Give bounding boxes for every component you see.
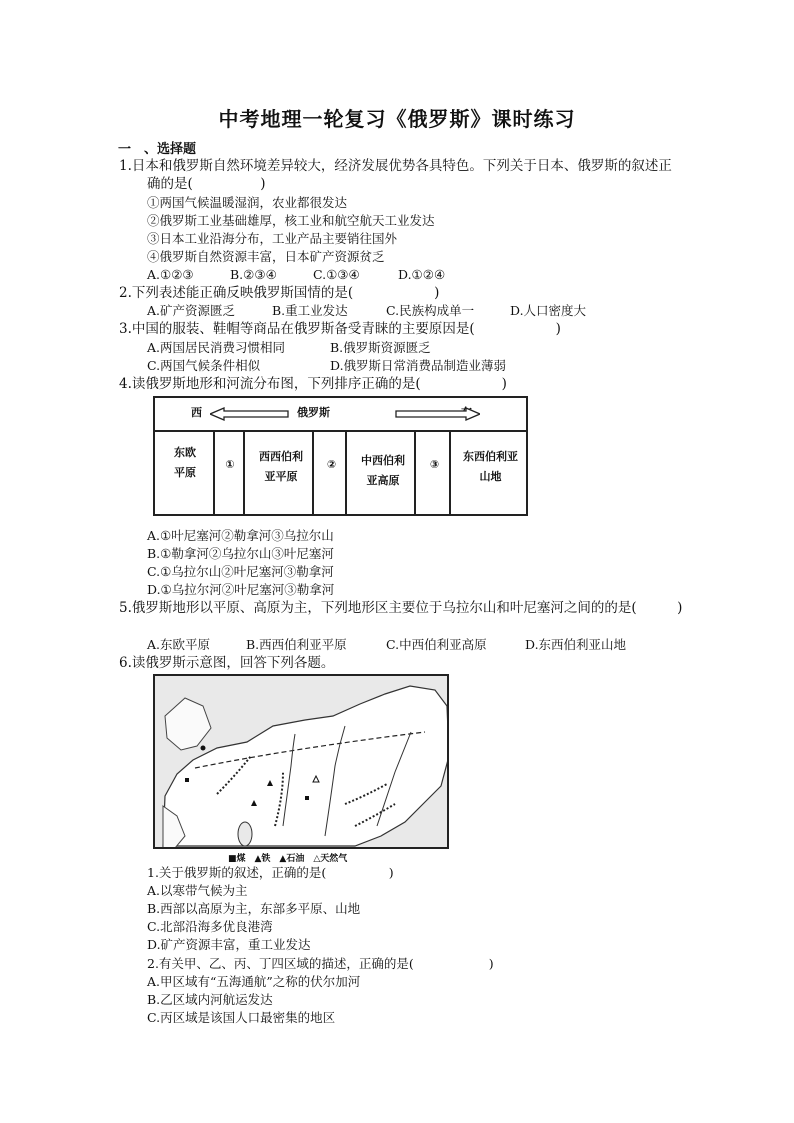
cell-central-siberian-1: 中西伯利 bbox=[361, 454, 405, 467]
q5-stem: 5.俄罗斯地形以平原、高原为主，下列地形区主要位于乌拉尔山和叶尼塞河之间的的是( ) bbox=[119, 600, 683, 616]
q6-sub2-option-b[interactable]: B.乙区域内河航运发达 bbox=[147, 992, 273, 1007]
q6-sub1-option-b[interactable]: B.西部以高原为主，东部多平原、山地 bbox=[147, 901, 361, 916]
q2-option-a[interactable]: A.矿产资源匮乏 bbox=[147, 303, 236, 318]
q3-stem: 3.中国的服装、鞋帽等商品在俄罗斯备受青睐的主要原因是( ) bbox=[119, 321, 561, 337]
q1-option-c[interactable]: C.①③④ bbox=[313, 267, 360, 282]
q3-option-c[interactable]: C.两国气候条件相似 bbox=[147, 358, 261, 373]
q3-option-d[interactable]: D.俄罗斯日常消费品制造业薄弱 bbox=[330, 358, 507, 373]
q6-sub1-option-c[interactable]: C.北部沿海多优良港湾 bbox=[147, 919, 273, 934]
q6-sub2-option-a[interactable]: A.甲区域有“五海通航”之称的伏尔加河 bbox=[147, 974, 361, 989]
q1-item: ④俄罗斯自然资源丰富，日本矿产资源贫乏 bbox=[147, 249, 385, 264]
q5-option-d[interactable]: D.东西伯利亚山地 bbox=[525, 637, 627, 652]
q6-sub2-stem: 2.有关甲、乙、丙、丁四区域的描述，正确的是( ) bbox=[147, 956, 494, 971]
cell-east-siberian-2: 山地 bbox=[479, 470, 502, 483]
q6-sub2-option-c[interactable]: C.丙区域是该国人口最密集的地区 bbox=[147, 1010, 336, 1025]
q2-option-c[interactable]: C.民族构成单一 bbox=[386, 303, 475, 318]
cell-west-siberian-1: 西西伯利 bbox=[259, 450, 303, 463]
q1-item: ③日本工业沿海分布，工业产品主要销往国外 bbox=[147, 231, 398, 246]
q4-option-a[interactable]: A.①叶尼塞河②勒拿河③乌拉尔山 bbox=[147, 528, 334, 543]
q5-option-b[interactable]: B.西西伯利亚平原 bbox=[246, 637, 347, 652]
russia-map-drawing bbox=[155, 676, 449, 849]
q4-stem: 4.读俄罗斯地形和河流分布图，下列排序正确的是( ) bbox=[119, 376, 507, 392]
q1-option-b[interactable]: B.②③④ bbox=[230, 267, 277, 282]
terrain-table-diagram bbox=[153, 396, 528, 516]
q3-option-b[interactable]: B.俄罗斯资源匮乏 bbox=[330, 340, 431, 355]
direction-header bbox=[155, 398, 526, 432]
page-title: 中考地理一轮复习《俄罗斯》课时练习 bbox=[218, 107, 576, 131]
q2-stem: 2.下列表述能正确反映俄罗斯国情的是( ) bbox=[119, 285, 440, 301]
q6-sub1-stem: 1.关于俄罗斯的叙述，正确的是( ) bbox=[147, 865, 394, 880]
russia-label: 俄罗斯 bbox=[297, 406, 330, 419]
q5-option-a[interactable]: A.东欧平原 bbox=[147, 637, 211, 652]
direction-arrows bbox=[210, 407, 480, 421]
west-label: 西 bbox=[191, 406, 202, 419]
q4-option-d[interactable]: D.①乌拉尔河②叶尼塞河③勒拿河 bbox=[147, 582, 335, 597]
map-legend: ■煤 ▲铁 ▲石油 △天然气 bbox=[228, 854, 348, 864]
q6-stem: 6.读俄罗斯示意图，回答下列各题。 bbox=[119, 655, 335, 671]
q1-stem-line2: 确的是( ) bbox=[147, 176, 266, 192]
cell-number-3: ③ bbox=[429, 458, 440, 471]
q6-sub1-option-d[interactable]: D.矿产资源丰富，重工业发达 bbox=[147, 937, 311, 952]
q6-sub1-option-a[interactable]: A.以寒带气候为主 bbox=[147, 883, 248, 898]
russia-map bbox=[153, 674, 449, 849]
q1-stem-line1: 1.日本和俄罗斯自然环境差异较大，经济发展优势各具特色。下列关于日本、俄罗斯的叙述正 bbox=[119, 158, 672, 174]
cell-number-2: ② bbox=[326, 458, 337, 471]
q1-option-a[interactable]: A.①②③ bbox=[147, 267, 194, 282]
cell-number-1: ① bbox=[225, 458, 235, 471]
cell-east-european-plain-2: 平原 bbox=[174, 466, 196, 479]
cell-east-siberian-1: 东西伯利亚 bbox=[463, 450, 518, 463]
q2-option-b[interactable]: B.重工业发达 bbox=[272, 303, 348, 318]
q4-option-c[interactable]: C.①乌拉尔山②叶尼塞河③勒拿河 bbox=[147, 564, 334, 579]
cell-west-siberian-2: 亚平原 bbox=[264, 470, 298, 483]
q1-option-d[interactable]: D.①②④ bbox=[398, 267, 446, 282]
cell-east-european-plain-1: 东欧 bbox=[174, 446, 196, 459]
q1-item: ②俄罗斯工业基础雄厚，核工业和航空航天工业发达 bbox=[147, 213, 435, 228]
q3-option-a[interactable]: A.两国居民消费习惯相同 bbox=[147, 340, 286, 355]
cell-central-siberian-2: 亚高原 bbox=[366, 474, 400, 487]
q1-item: ①两国气候温暖湿润，农业都很发达 bbox=[147, 195, 348, 210]
q2-option-d[interactable]: D.人口密度大 bbox=[510, 303, 587, 318]
q4-option-b[interactable]: B.①勒拿河②乌拉尔山③叶尼塞河 bbox=[147, 546, 334, 561]
q5-option-c[interactable]: C.中西伯利亚高原 bbox=[386, 637, 487, 652]
section-heading: 一 、选择题 bbox=[118, 142, 197, 157]
